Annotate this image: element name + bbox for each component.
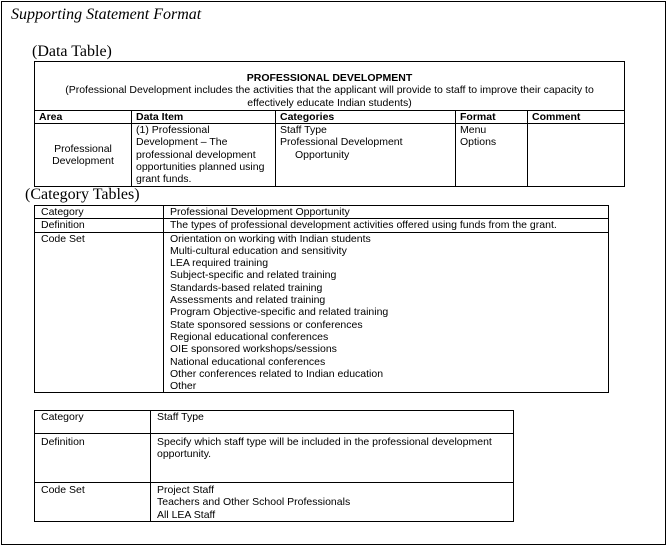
value-category: Staff Type	[151, 411, 514, 434]
code-item: Standards-based related training	[170, 281, 323, 294]
column-header-data-item: Data Item	[132, 110, 276, 123]
data-table-column-headers	[35, 110, 625, 123]
code-item: All LEA Staff	[157, 508, 216, 521]
label-code-set: Code Set	[35, 232, 164, 393]
code-item: Orientation on working with Indian students	[170, 232, 371, 245]
data-table	[34, 61, 625, 187]
data-table-title: PROFESSIONAL DEVELOPMENT	[246, 72, 413, 84]
cell-comment	[528, 124, 625, 186]
code-item: LEA required training	[170, 257, 269, 270]
label-code-set: Code Set	[35, 483, 151, 522]
data-table-title-cell	[35, 62, 625, 111]
value-category: Professional Development Opportunity	[164, 206, 609, 219]
category-table-staff-type	[34, 410, 514, 522]
category-staff-type: Staff Type	[280, 124, 327, 137]
code-item: Other	[170, 380, 197, 393]
label-definition: Definition	[35, 434, 151, 483]
category-table-pd-opportunity	[34, 205, 609, 393]
column-header-comment: Comment	[528, 110, 625, 123]
table-row	[35, 206, 609, 219]
label-category: Category	[35, 206, 164, 219]
code-item: Program Objective-specific and related training	[170, 306, 389, 319]
cell-categories	[276, 124, 456, 186]
column-header-area: Area	[35, 110, 132, 123]
code-item: Multi-cultural education and sensitivity	[170, 244, 347, 257]
code-item: Project Staff	[157, 484, 215, 496]
code-item: Assessments and related training	[170, 294, 326, 307]
code-item: Subject-specific and related training	[170, 269, 337, 282]
cell-area: Professional Development	[35, 124, 132, 186]
category-pd-opportunity: Opportunity	[295, 148, 350, 161]
code-item: Other conferences related to Indian education	[170, 367, 384, 380]
code-item: Teachers and Other School Professionals	[157, 496, 351, 509]
label-category: Category	[35, 411, 151, 434]
value-code-set	[164, 232, 609, 393]
label-definition: Definition	[35, 219, 164, 232]
code-item: OIE sponsored workshops/sessions	[170, 343, 337, 356]
column-header-format: Format	[456, 110, 528, 123]
format-line-2: Options	[460, 136, 497, 149]
table-row	[35, 434, 514, 483]
code-item: National educational conferences	[170, 355, 326, 368]
data-table-label: (Data Table)	[32, 43, 112, 60]
document-title: Supporting Statement Format	[11, 6, 202, 23]
table-row	[35, 219, 609, 232]
category-pd: Professional Development	[280, 136, 403, 149]
data-table-row	[35, 124, 625, 186]
data-table-header-row	[35, 62, 625, 111]
format-line-1: Menu	[460, 124, 487, 137]
cell-format	[456, 124, 528, 186]
value-definition: The types of professional development activities offered using funds from the grant.	[164, 219, 609, 232]
category-tables-label: (Category Tables)	[25, 186, 140, 203]
value-code-set	[151, 483, 514, 522]
table-row	[35, 232, 609, 393]
column-header-categories: Categories	[276, 110, 456, 123]
value-definition: Specify which staff type will be included in the professional development opportunity.	[151, 434, 514, 483]
code-item: Regional educational conferences	[170, 330, 329, 343]
data-table-description: (Professional Development includes the activities that the applicant will provide to staff to improve their capacity to effectively educate Indian students)	[65, 84, 594, 109]
cell-data-item: (1) Professional Development – The professional development opportunities planned using grant funds.	[132, 124, 276, 186]
code-item: State sponsored sessions or conferences	[170, 318, 363, 331]
table-row	[35, 483, 514, 522]
table-row	[35, 411, 514, 434]
